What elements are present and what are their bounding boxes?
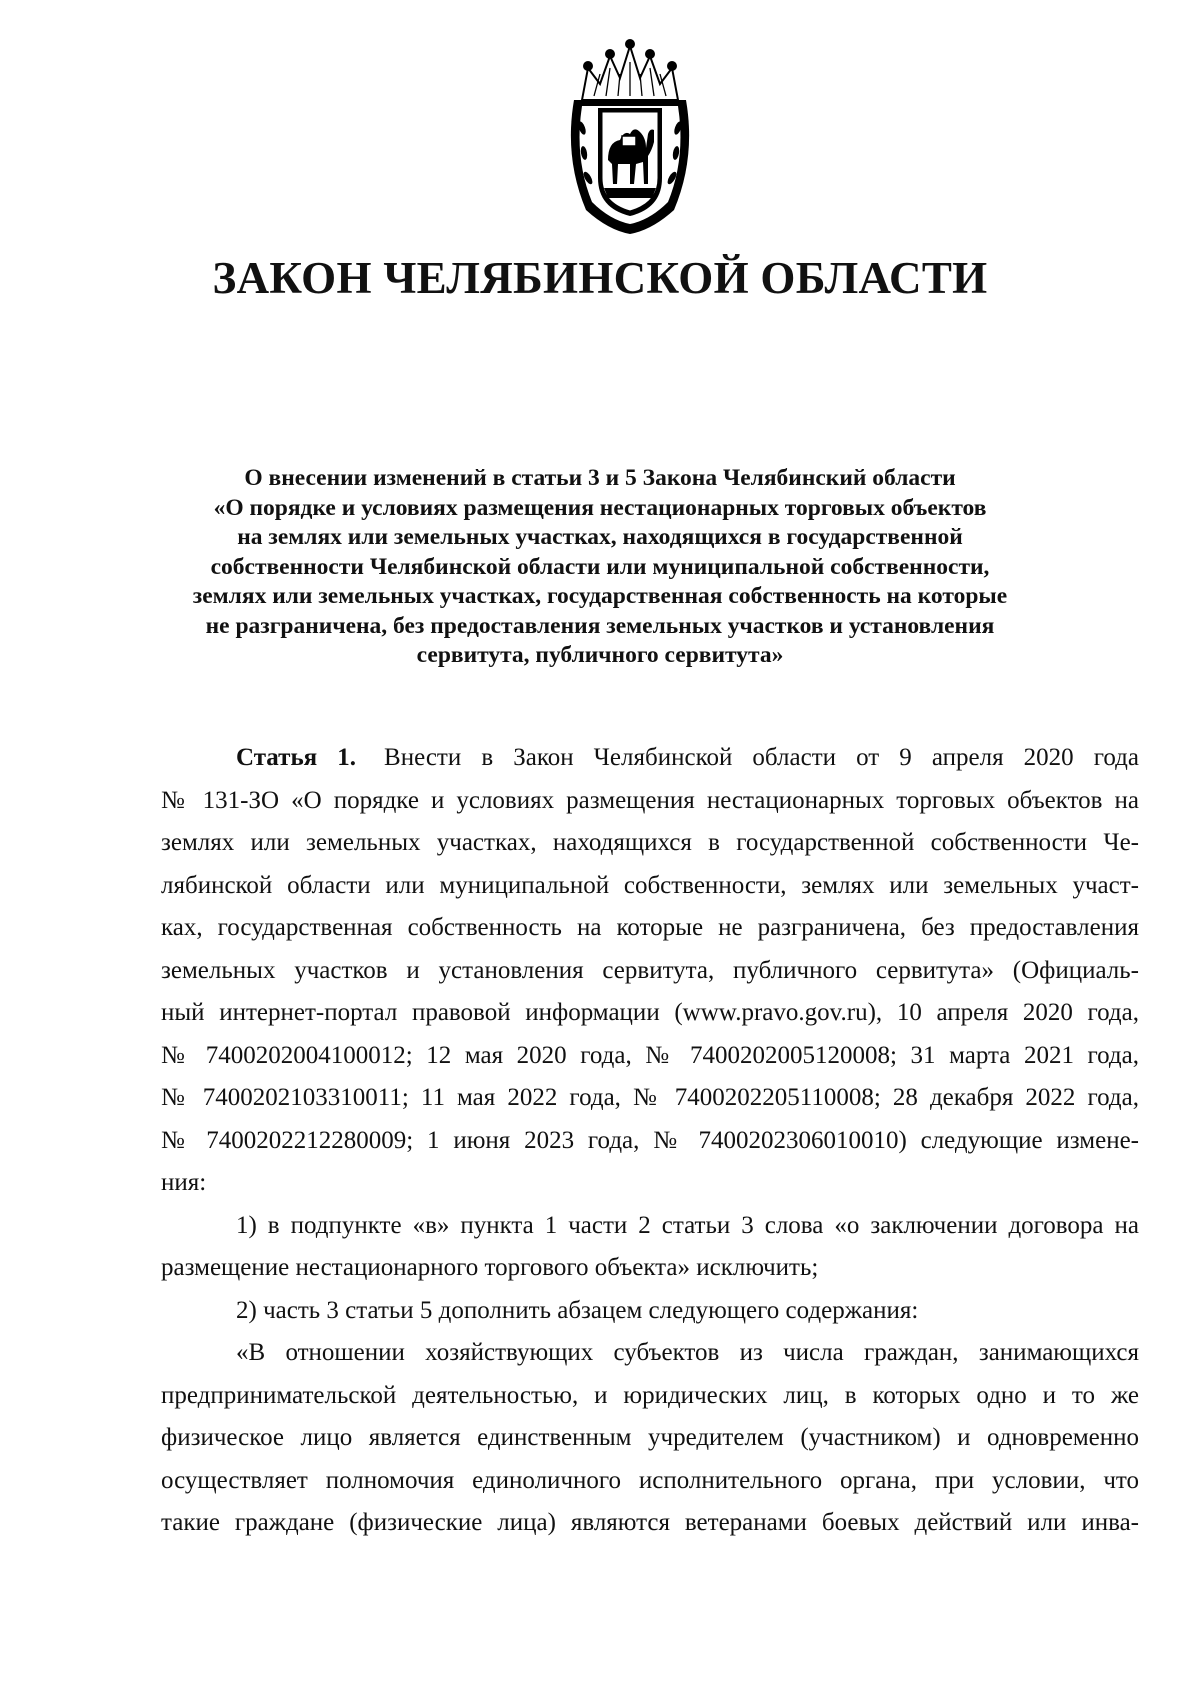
body-line: № 7400202103310011; 11 мая 2022 года, № 7400202205110008; 28 декабря 2022 года, xyxy=(161,1084,1139,1111)
body-line: ный интернет-портал правовой информации (www.pravo.gov.ru), 10 апреля 2020 года, xyxy=(161,999,1139,1026)
body-line: ния: xyxy=(161,1169,207,1196)
item-1-line: 1) в подпункте «в» пункта 1 части 2 статьи 3 слова «о заключении договора на xyxy=(236,1211,1139,1239)
body-line: земельных участков и установления сервитута, публичного сервитута» (Официаль- xyxy=(161,956,1139,984)
body-line: № 131-ЗО «О порядке и условиях размещения нестационарных торговых объектов на xyxy=(161,786,1139,814)
law-body xyxy=(161,737,1139,1545)
quote-line: осуществляет полномочия единоличного исполнительного органа, при условии, что xyxy=(161,1466,1139,1494)
body-line: № 7400202004100012; 12 мая 2020 года, № 7400202005120008; 31 марта 2021 года, xyxy=(161,1041,1139,1069)
law-title: ЗАКОН ЧЕЛЯБИНСКОЙ ОБЛАСТИ xyxy=(212,253,988,303)
law-subject-heading xyxy=(140,464,1060,671)
subject-line: «О порядке и условиях размещения нестационарных торговых объектов xyxy=(213,494,987,521)
subject-line: О внесении изменений в статьи 3 и 5 Закона Челябинский области xyxy=(244,465,956,491)
subject-line: землях или земельных участках, государственная собственность на которые xyxy=(192,583,1008,609)
body-line: № 7400202212280009; 1 июня 2023 года, № 7400202306010010) следующие измене- xyxy=(161,1126,1139,1154)
article-1-first-line xyxy=(161,737,1139,780)
subject-line: сервитута, публичного сервитута» xyxy=(416,642,784,668)
body-line: землях или земельных участках, находящихся в государственной собственности Че- xyxy=(161,829,1139,856)
coat-of-arms-emblem xyxy=(560,38,700,238)
article-1-label: Статья 1. xyxy=(236,744,357,771)
quote-line: «В отношении хозяйствующих субъектов из числа граждан, занимающихся xyxy=(236,1339,1139,1366)
body-line: лябинской области или муниципальной собственности, землях или земельных участ- xyxy=(161,871,1139,899)
item-1-line: размещение нестационарного торгового объекта» исключить; xyxy=(161,1254,819,1281)
item-2-line: 2) часть 3 статьи 5 дополнить абзацем следующего содержания: xyxy=(236,1296,919,1324)
quote-line: такие граждане (физические лица) являются ветеранами боевых действий или инва- xyxy=(161,1509,1139,1536)
quote-line: предпринимательской деятельностью, и юридических лиц, в которых одно и то же xyxy=(161,1381,1139,1409)
article-1-text: Внести в Закон Челябинской области от 9 апреля 2020 года xyxy=(384,744,1139,771)
subject-line: не разграничена, без предоставления земельных участков и установления xyxy=(205,612,995,639)
body-line: ках, государственная собственность на которые не разграничена, без предоставления xyxy=(161,914,1139,941)
subject-line: собственности Челябинской области или муниципальной собственности, xyxy=(210,553,990,580)
quote-line: физическое лицо является единственным учредителем (участником) и одновременно xyxy=(161,1424,1139,1451)
subject-line: на землях или земельных участках, находящихся в государственной xyxy=(237,524,963,550)
